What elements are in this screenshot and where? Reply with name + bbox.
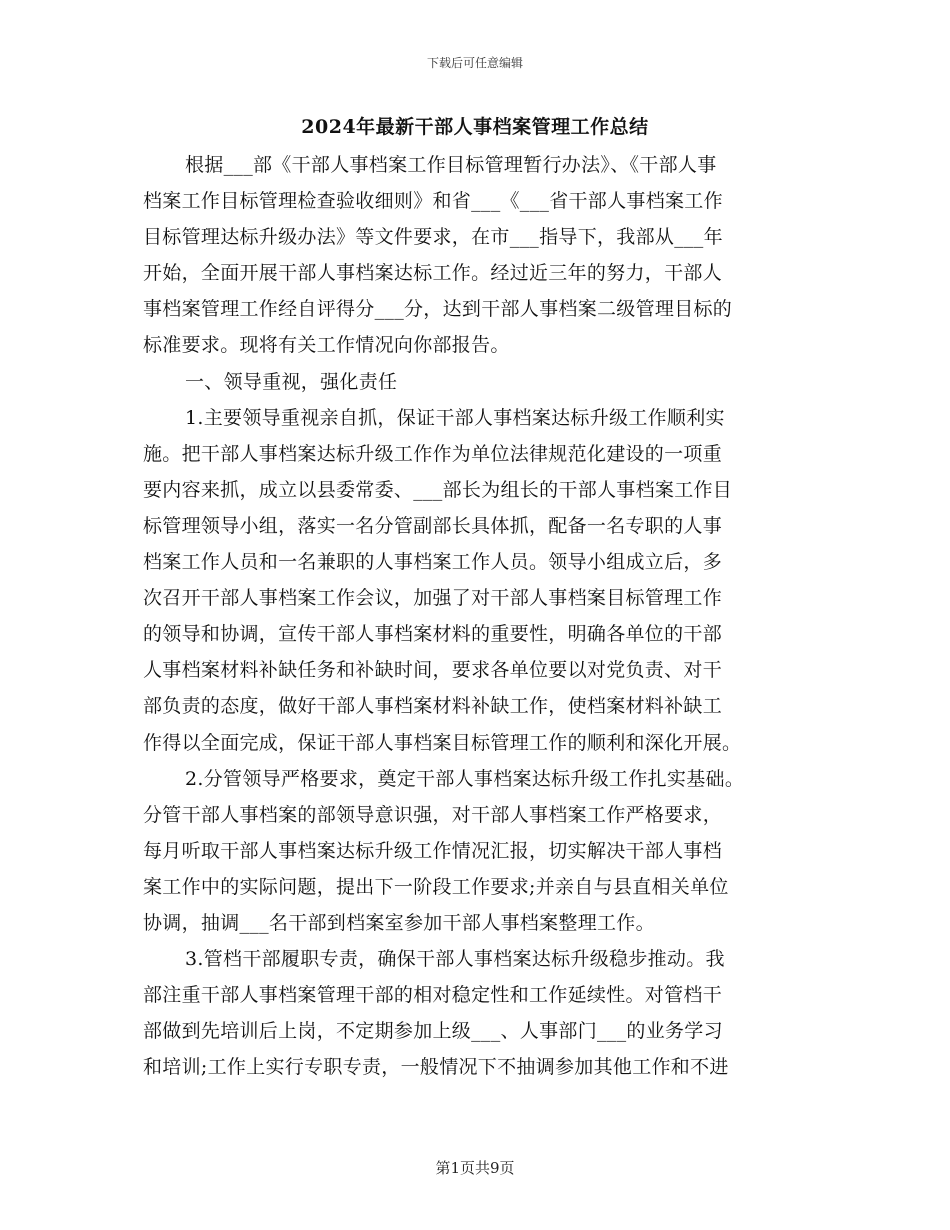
paragraph-line: 部注重干部人事档案管理干部的相对稳定性和工作延续性。对管档干 xyxy=(143,984,723,1007)
paragraph-line: 2.分管领导严格要求，奠定干部人事档案达标升级工作扎实基础。 xyxy=(185,767,745,790)
paragraph-line: 次召开干部人事档案工作会议，加强了对干部人事档案目标管理工作 xyxy=(143,587,723,610)
paragraph-line: 案工作中的实际问题，提出下一阶段工作要求;并亲自与县直相关单位 xyxy=(143,875,729,898)
paragraph-line: 部负责的态度，做好干部人事档案材料补缺工作，使档案材料补缺工 xyxy=(143,695,723,718)
paragraph-line: 标准要求。现将有关工作情况向你部报告。 xyxy=(143,334,510,357)
paragraph-line: 的领导和协调，宣传干部人事档案材料的重要性，明确各单位的干部 xyxy=(143,623,723,646)
paragraph-line: 和培训;工作上实行专职专责，一般情况下不抽调参加其他工作和不进 xyxy=(143,1056,729,1079)
paragraph-line: 开始，全面开展干部人事档案达标工作。经过近三年的努力，干部人 xyxy=(143,262,723,285)
paragraph-line: 部做到先培训后上岗，不定期参加上级___、人事部门___的业务学习 xyxy=(143,1020,723,1043)
paragraph-line: 标管理领导小组，落实一名分管副部长具体抓，配备一名专职的人事 xyxy=(143,514,723,537)
paragraph-line: 分管干部人事档案的部领导意识强，对干部人事档案工作严格要求， xyxy=(143,803,723,826)
paragraph-line: 目标管理达标升级办法》等文件要求，在市___指导下，我部从___年 xyxy=(143,226,723,249)
document-body xyxy=(143,147,808,1085)
paragraph-line: 作得以全面完成，保证干部人事档案目标管理工作的顺利和深化开展。 xyxy=(143,731,742,754)
paragraph-line: 3.管档干部履职专责，确保干部人事档案达标升级稳步推动。我 xyxy=(185,948,725,971)
paragraph-line: 事档案管理工作经自评得分___分，达到干部人事档案二级管理目标的 xyxy=(143,298,733,321)
paragraph-line: 协调，抽调___名干部到档案室参加干部人事档案整理工作。 xyxy=(143,911,655,934)
page-number: 第1页共9页 xyxy=(435,1159,515,1177)
paragraph-line: 人事档案材料补缺任务和补缺时间，要求各单位要以对党负责、对干 xyxy=(143,659,723,682)
document-title: 2024年最新干部人事档案管理工作总结 xyxy=(301,116,649,138)
paragraph-line: 要内容来抓，成立以县委常委、___部长为组长的干部人事档案工作目 xyxy=(143,478,733,501)
paragraph-line: 根据___部《干部人事档案工作目标管理暂行办法》、《干部人事 xyxy=(185,154,717,176)
paragraph-line: 每月听取干部人事档案达标升级工作情况汇报，切实解决干部人事档 xyxy=(143,839,723,862)
page-header-note: 下载后可任意编辑 xyxy=(426,56,523,70)
paragraph-line: 施。把干部人事档案达标升级工作作为单位法律规范化建设的一项重 xyxy=(143,442,723,465)
section-heading: 一、领导重视，强化责任 xyxy=(185,370,398,393)
paragraph-line: 档案工作人员和一名兼职的人事档案工作人员。领导小组成立后，多 xyxy=(143,551,723,574)
paragraph-line: 档案工作目标管理检查验收细则》和省___《___省干部人事档案工作 xyxy=(143,190,723,213)
paragraph-line: 1.主要领导重视亲自抓，保证干部人事档案达标升级工作顺利实 xyxy=(185,406,725,429)
